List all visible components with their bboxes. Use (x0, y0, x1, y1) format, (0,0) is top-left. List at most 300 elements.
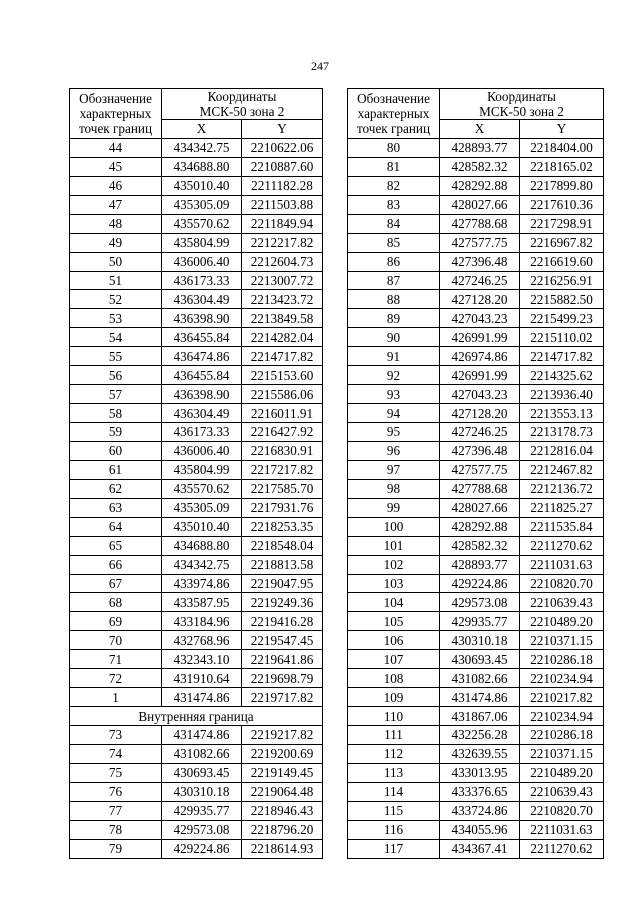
y-coordinate-cell: 2215882.50 (520, 290, 604, 309)
designation-header-line3: точек границ (78, 120, 153, 136)
point-id-cell: 87 (348, 271, 440, 290)
x-coordinate-cell: 428027.66 (440, 195, 520, 214)
point-id-cell: 94 (348, 404, 440, 423)
y-coordinate-cell: 2218813.58 (242, 555, 323, 574)
y-coordinate-cell: 2210286.18 (520, 726, 604, 745)
table-row (348, 195, 604, 214)
table-row (70, 839, 323, 858)
y-coordinate-cell: 2211849.94 (242, 214, 323, 233)
point-id-cell: 73 (70, 726, 162, 745)
x-coordinate-cell: 428292.88 (440, 517, 520, 536)
point-id-cell: 58 (70, 404, 162, 423)
table-row (70, 138, 323, 157)
point-id-cell: 107 (348, 650, 440, 669)
point-id-cell: 46 (70, 176, 162, 195)
x-coordinate-cell: 433724.86 (440, 801, 520, 820)
table-row (348, 612, 604, 631)
x-coordinate-cell: 427246.25 (440, 271, 520, 290)
table-row (348, 782, 604, 801)
point-id-cell: 47 (70, 195, 162, 214)
x-coordinate-cell: 426991.99 (440, 366, 520, 385)
y-coordinate-cell: 2219200.69 (242, 744, 323, 763)
table-row (70, 441, 323, 460)
x-coordinate-cell: 430693.45 (162, 763, 242, 782)
y-coordinate-cell: 2215586.06 (242, 385, 323, 404)
table-row (70, 726, 323, 745)
x-coordinate-cell: 432256.28 (440, 726, 520, 745)
y-column-header: Y (242, 120, 323, 139)
table-row (348, 157, 604, 176)
table-row (348, 404, 604, 423)
point-id-cell: 83 (348, 195, 440, 214)
x-coordinate-cell: 433013.95 (440, 763, 520, 782)
table-row (70, 763, 323, 782)
x-coordinate-cell: 428893.77 (440, 138, 520, 157)
point-id-cell: 70 (70, 631, 162, 650)
y-coordinate-cell: 2217298.91 (520, 214, 604, 233)
table-row (348, 385, 604, 404)
x-coordinate-cell: 427396.48 (440, 441, 520, 460)
x-coordinate-cell: 427043.23 (440, 309, 520, 328)
designation-header-line1: Обозначение (357, 90, 430, 106)
y-coordinate-cell: 2217585.70 (242, 479, 323, 498)
table-row (70, 385, 323, 404)
y-coordinate-cell: 2211270.62 (520, 536, 604, 555)
table-row (70, 214, 323, 233)
y-coordinate-cell: 2211031.63 (520, 555, 604, 574)
point-id-cell: 93 (348, 385, 440, 404)
point-id-cell: 84 (348, 214, 440, 233)
table-row (348, 801, 604, 820)
point-id-cell: 48 (70, 214, 162, 233)
table-row (70, 574, 323, 593)
x-coordinate-cell: 432343.10 (162, 650, 242, 669)
y-coordinate-cell: 2214717.82 (520, 347, 604, 366)
x-coordinate-cell: 431474.86 (440, 688, 520, 707)
y-coordinate-cell: 2213178.73 (520, 423, 604, 442)
point-id-cell: 85 (348, 233, 440, 252)
y-coordinate-cell: 2219698.79 (242, 669, 323, 688)
point-id-cell: 72 (70, 669, 162, 688)
y-coordinate-cell: 2215153.60 (242, 366, 323, 385)
y-coordinate-cell: 2212467.82 (520, 460, 604, 479)
y-coordinate-cell: 2211270.62 (520, 839, 604, 858)
x-coordinate-cell: 436455.84 (162, 328, 242, 347)
table-row (348, 593, 604, 612)
x-coordinate-cell: 435804.99 (162, 233, 242, 252)
table-row (70, 820, 323, 839)
table-row (70, 366, 323, 385)
x-coordinate-cell: 436455.84 (162, 366, 242, 385)
y-coordinate-cell: 2211031.63 (520, 820, 604, 839)
y-coordinate-cell: 2210371.15 (520, 744, 604, 763)
point-id-cell: 67 (70, 574, 162, 593)
x-coordinate-cell: 429573.08 (162, 820, 242, 839)
designation-header-line1: Обозначение (79, 90, 152, 106)
table-row (348, 423, 604, 442)
table-row (348, 517, 604, 536)
point-id-cell: 61 (70, 460, 162, 479)
point-id-cell: 81 (348, 157, 440, 176)
y-coordinate-cell: 2210234.94 (520, 707, 604, 726)
y-coordinate-cell: 2214717.82 (242, 347, 323, 366)
y-coordinate-cell: 2215110.02 (520, 328, 604, 347)
x-coordinate-cell: 430693.45 (440, 650, 520, 669)
x-coordinate-cell: 428582.32 (440, 536, 520, 555)
y-coordinate-cell: 2210639.43 (520, 593, 604, 612)
table-row (348, 479, 604, 498)
point-id-cell: 65 (70, 536, 162, 555)
point-id-cell: 104 (348, 593, 440, 612)
point-id-cell: 110 (348, 707, 440, 726)
x-coordinate-cell: 428292.88 (440, 176, 520, 195)
table-row (348, 214, 604, 233)
point-id-cell: 1 (70, 688, 162, 707)
x-coordinate-cell: 432768.96 (162, 631, 242, 650)
x-coordinate-cell: 436398.90 (162, 309, 242, 328)
point-id-cell: 116 (348, 820, 440, 839)
x-coordinate-cell: 427246.25 (440, 423, 520, 442)
page-number: 247 (311, 59, 329, 73)
table-row (348, 498, 604, 517)
table-row (70, 290, 323, 309)
point-id-cell: 64 (70, 517, 162, 536)
table-row (348, 744, 604, 763)
x-coordinate-cell: 431474.86 (162, 726, 242, 745)
point-id-cell: 51 (70, 271, 162, 290)
x-coordinate-cell: 426991.99 (440, 328, 520, 347)
x-coordinate-cell: 431082.66 (440, 669, 520, 688)
y-coordinate-cell: 2219641.86 (242, 650, 323, 669)
y-coordinate-cell: 2216427.92 (242, 423, 323, 442)
x-coordinate-cell: 431867.06 (440, 707, 520, 726)
point-id-cell: 103 (348, 574, 440, 593)
x-coordinate-cell: 436006.40 (162, 441, 242, 460)
point-id-cell: 82 (348, 176, 440, 195)
y-coordinate-cell: 2219416.28 (242, 612, 323, 631)
x-coordinate-cell: 436398.90 (162, 385, 242, 404)
coordinates-header-line1: Координаты (207, 89, 277, 104)
table-row (348, 555, 604, 574)
y-coordinate-cell: 2217610.36 (520, 195, 604, 214)
table-row (70, 479, 323, 498)
x-coordinate-cell: 429935.77 (440, 612, 520, 631)
table-row (70, 536, 323, 555)
y-coordinate-cell: 2219047.95 (242, 574, 323, 593)
inner-border-label: Внутренняя граница (70, 707, 323, 726)
table-row (70, 309, 323, 328)
table-row (348, 176, 604, 195)
point-id-cell: 75 (70, 763, 162, 782)
y-coordinate-cell: 2211535.84 (520, 517, 604, 536)
point-id-cell: 115 (348, 801, 440, 820)
x-coordinate-cell: 431082.66 (162, 744, 242, 763)
point-id-cell: 62 (70, 479, 162, 498)
coordinates-header (162, 89, 323, 120)
point-id-cell: 59 (70, 423, 162, 442)
y-coordinate-cell: 2213423.72 (242, 290, 323, 309)
point-id-cell: 60 (70, 441, 162, 460)
y-coordinate-cell: 2212217.82 (242, 233, 323, 252)
table-row (348, 839, 604, 858)
point-id-cell: 106 (348, 631, 440, 650)
x-coordinate-cell: 436304.49 (162, 404, 242, 423)
x-coordinate-cell: 435804.99 (162, 460, 242, 479)
point-id-cell: 76 (70, 782, 162, 801)
y-coordinate-cell: 2218614.93 (242, 839, 323, 858)
designation-header-line3: точек границ (356, 120, 431, 136)
y-coordinate-cell: 2210286.18 (520, 650, 604, 669)
point-id-cell: 66 (70, 555, 162, 574)
table-row (348, 290, 604, 309)
x-coordinate-cell: 431474.86 (162, 688, 242, 707)
x-coordinate-cell: 434688.80 (162, 157, 242, 176)
x-coordinate-cell: 428027.66 (440, 498, 520, 517)
table-row (70, 460, 323, 479)
point-id-cell: 88 (348, 290, 440, 309)
y-coordinate-cell: 2217217.82 (242, 460, 323, 479)
x-coordinate-cell: 434367.41 (440, 839, 520, 858)
y-coordinate-cell: 2218404.00 (520, 138, 604, 157)
table-row (348, 574, 604, 593)
x-coordinate-cell: 427043.23 (440, 385, 520, 404)
x-coordinate-cell: 433974.86 (162, 574, 242, 593)
y-coordinate-cell: 2217931.76 (242, 498, 323, 517)
x-coordinate-cell: 436173.33 (162, 423, 242, 442)
x-coordinate-cell: 434342.75 (162, 555, 242, 574)
point-id-cell: 55 (70, 347, 162, 366)
coordinates-table-right (347, 88, 604, 859)
y-coordinate-cell: 2210820.70 (520, 574, 604, 593)
y-coordinate-cell: 2213007.72 (242, 271, 323, 290)
point-id-cell: 96 (348, 441, 440, 460)
point-id-cell: 98 (348, 479, 440, 498)
right-table-body (348, 138, 604, 858)
table-row (348, 669, 604, 688)
point-id-cell: 52 (70, 290, 162, 309)
table-row (70, 271, 323, 290)
table-row (70, 252, 323, 271)
y-coordinate-cell: 2210489.20 (520, 763, 604, 782)
y-coordinate-cell: 2210489.20 (520, 612, 604, 631)
x-coordinate-cell: 429935.77 (162, 801, 242, 820)
x-coordinate-cell: 432639.55 (440, 744, 520, 763)
point-id-cell: 91 (348, 347, 440, 366)
table-row (70, 176, 323, 195)
x-coordinate-cell: 429224.86 (162, 839, 242, 858)
x-coordinate-cell: 430310.18 (440, 631, 520, 650)
point-id-cell: 54 (70, 328, 162, 347)
table-row (348, 347, 604, 366)
separator-row (70, 707, 323, 726)
y-coordinate-cell: 2212136.72 (520, 479, 604, 498)
table-row (348, 631, 604, 650)
x-coordinate-cell: 427788.68 (440, 214, 520, 233)
table-row (348, 441, 604, 460)
left-table-separator (70, 707, 323, 726)
y-column-header: Y (520, 120, 604, 139)
y-coordinate-cell: 2218165.02 (520, 157, 604, 176)
point-id-cell: 95 (348, 423, 440, 442)
left-table-body-outer (70, 138, 323, 706)
y-coordinate-cell: 2217899.80 (520, 176, 604, 195)
x-coordinate-cell: 435570.62 (162, 214, 242, 233)
x-coordinate-cell: 427788.68 (440, 479, 520, 498)
point-id-cell: 69 (70, 612, 162, 631)
x-coordinate-cell: 428582.32 (440, 157, 520, 176)
x-column-header: X (440, 120, 520, 139)
table-row (70, 423, 323, 442)
table-row (70, 631, 323, 650)
y-coordinate-cell: 2211503.88 (242, 195, 323, 214)
point-id-cell: 44 (70, 138, 162, 157)
y-coordinate-cell: 2210639.43 (520, 782, 604, 801)
table-row (70, 233, 323, 252)
x-coordinate-cell: 427128.20 (440, 404, 520, 423)
point-id-cell: 86 (348, 252, 440, 271)
y-coordinate-cell: 2212816.04 (520, 441, 604, 460)
x-coordinate-cell: 427577.75 (440, 460, 520, 479)
point-id-cell: 78 (70, 820, 162, 839)
y-coordinate-cell: 2218946.43 (242, 801, 323, 820)
table-row (348, 707, 604, 726)
point-id-cell: 57 (70, 385, 162, 404)
point-id-cell: 45 (70, 157, 162, 176)
point-id-cell: 97 (348, 460, 440, 479)
table-row (70, 801, 323, 820)
y-coordinate-cell: 2216011.91 (242, 404, 323, 423)
table-row (348, 460, 604, 479)
table-row (70, 782, 323, 801)
x-coordinate-cell: 427128.20 (440, 290, 520, 309)
y-coordinate-cell: 2210234.94 (520, 669, 604, 688)
coordinates-table-left (69, 88, 323, 859)
y-coordinate-cell: 2213936.40 (520, 385, 604, 404)
x-coordinate-cell: 430310.18 (162, 782, 242, 801)
x-coordinate-cell: 436474.86 (162, 347, 242, 366)
point-id-cell: 109 (348, 688, 440, 707)
point-id-cell: 112 (348, 744, 440, 763)
table-row (348, 650, 604, 669)
x-coordinate-cell: 434342.75 (162, 138, 242, 157)
table-row (348, 138, 604, 157)
point-id-cell: 113 (348, 763, 440, 782)
coordinates-header-line2: МСК-50 зона 2 (199, 104, 285, 119)
x-coordinate-cell: 427577.75 (440, 233, 520, 252)
x-coordinate-cell: 433376.65 (440, 782, 520, 801)
table-row (348, 726, 604, 745)
point-id-cell: 105 (348, 612, 440, 631)
table-row (348, 536, 604, 555)
point-id-cell: 77 (70, 801, 162, 820)
table-row (348, 820, 604, 839)
table-row (70, 650, 323, 669)
point-id-cell: 90 (348, 328, 440, 347)
x-coordinate-cell: 428893.77 (440, 555, 520, 574)
point-id-cell: 111 (348, 726, 440, 745)
table-row (70, 347, 323, 366)
table-row (70, 157, 323, 176)
y-coordinate-cell: 2219547.45 (242, 631, 323, 650)
point-id-cell: 114 (348, 782, 440, 801)
y-coordinate-cell: 2218548.04 (242, 536, 323, 555)
x-coordinate-cell: 436006.40 (162, 252, 242, 271)
y-coordinate-cell: 2211825.27 (520, 498, 604, 517)
table-row (70, 517, 323, 536)
y-coordinate-cell: 2214282.04 (242, 328, 323, 347)
point-id-cell: 100 (348, 517, 440, 536)
point-id-cell: 74 (70, 744, 162, 763)
y-coordinate-cell: 2219717.82 (242, 688, 323, 707)
y-coordinate-cell: 2216830.91 (242, 441, 323, 460)
y-coordinate-cell: 2218796.20 (242, 820, 323, 839)
coordinates-header-line1: Координаты (487, 89, 556, 104)
table-row (70, 555, 323, 574)
designation-header-line2: характерных (357, 105, 430, 121)
table-row (348, 309, 604, 328)
table-row (70, 195, 323, 214)
point-id-cell: 99 (348, 498, 440, 517)
y-coordinate-cell: 2216619.60 (520, 252, 604, 271)
x-coordinate-cell: 434055.96 (440, 820, 520, 839)
y-coordinate-cell: 2210887.60 (242, 157, 323, 176)
x-coordinate-cell: 429573.08 (440, 593, 520, 612)
point-id-cell: 108 (348, 669, 440, 688)
table-row (70, 688, 323, 707)
y-coordinate-cell: 2213849.58 (242, 309, 323, 328)
x-coordinate-cell: 435305.09 (162, 498, 242, 517)
y-coordinate-cell: 2210217.82 (520, 688, 604, 707)
x-coordinate-cell: 435305.09 (162, 195, 242, 214)
table-row (70, 404, 323, 423)
table-row (70, 744, 323, 763)
y-coordinate-cell: 2210371.15 (520, 631, 604, 650)
x-coordinate-cell: 436173.33 (162, 271, 242, 290)
designation-header (348, 89, 440, 139)
point-id-cell: 50 (70, 252, 162, 271)
y-coordinate-cell: 2212604.73 (242, 252, 323, 271)
point-id-cell: 101 (348, 536, 440, 555)
point-id-cell: 80 (348, 138, 440, 157)
y-coordinate-cell: 2210622.06 (242, 138, 323, 157)
point-id-cell: 92 (348, 366, 440, 385)
designation-header (70, 89, 162, 139)
y-coordinate-cell: 2219064.48 (242, 782, 323, 801)
x-coordinate-cell: 429224.86 (440, 574, 520, 593)
table-row (348, 763, 604, 782)
x-coordinate-cell: 435010.40 (162, 517, 242, 536)
point-id-cell: 117 (348, 839, 440, 858)
y-coordinate-cell: 2213553.13 (520, 404, 604, 423)
x-coordinate-cell: 434688.80 (162, 536, 242, 555)
table-row (348, 252, 604, 271)
table-row (70, 669, 323, 688)
table-row (348, 271, 604, 290)
point-id-cell: 68 (70, 593, 162, 612)
y-coordinate-cell: 2215499.23 (520, 309, 604, 328)
y-coordinate-cell: 2210820.70 (520, 801, 604, 820)
y-coordinate-cell: 2219217.82 (242, 726, 323, 745)
point-id-cell: 79 (70, 839, 162, 858)
coordinates-header-line2: МСК-50 зона 2 (479, 104, 564, 119)
table-row (348, 366, 604, 385)
x-coordinate-cell: 427396.48 (440, 252, 520, 271)
point-id-cell: 89 (348, 309, 440, 328)
point-id-cell: 49 (70, 233, 162, 252)
y-coordinate-cell: 2218253.35 (242, 517, 323, 536)
x-coordinate-cell: 426974.86 (440, 347, 520, 366)
y-coordinate-cell: 2219249.36 (242, 593, 323, 612)
